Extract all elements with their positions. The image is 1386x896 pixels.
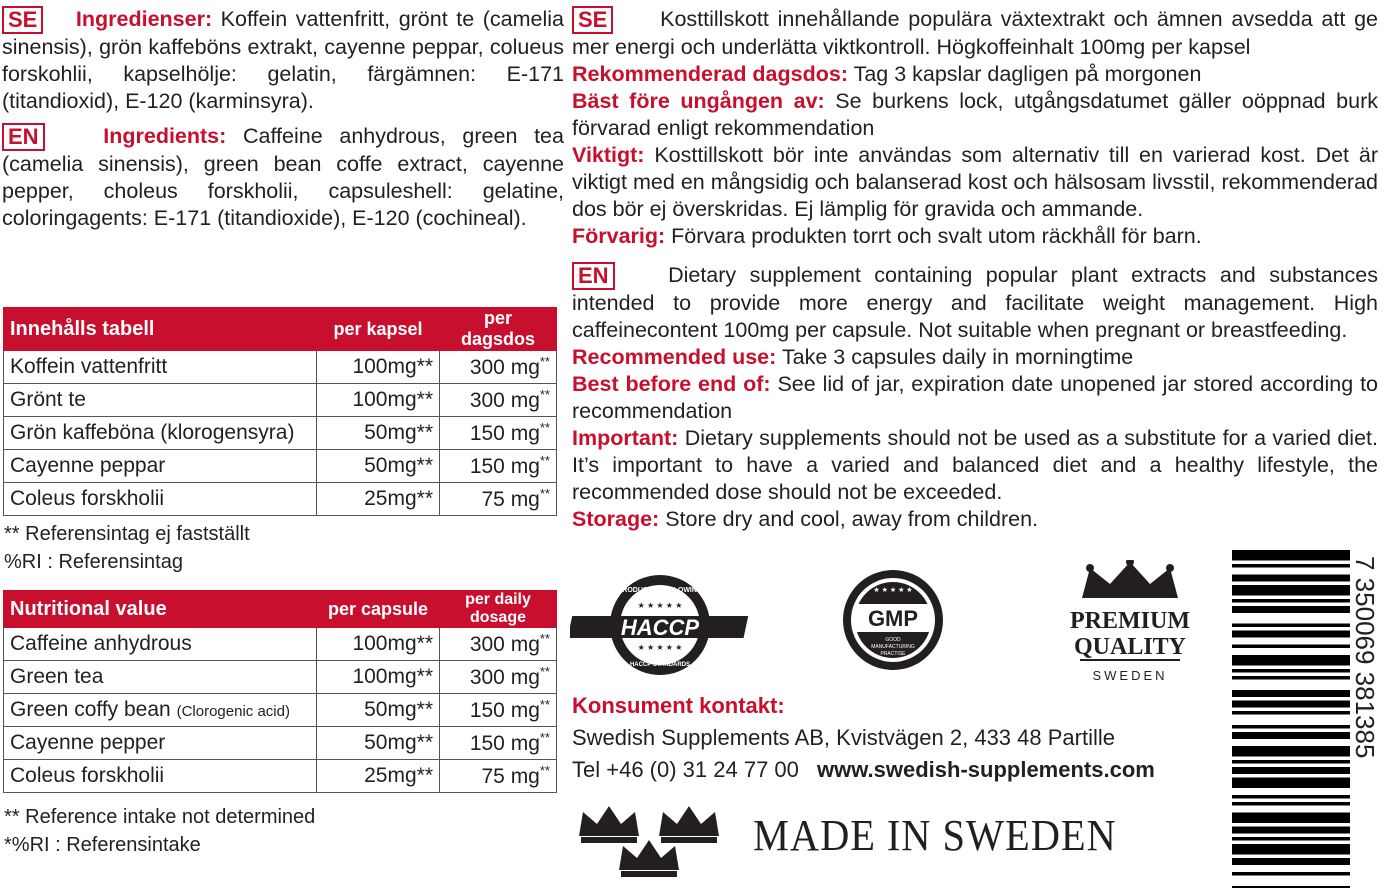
table-row: Green tea 100mg** 300 mg** bbox=[4, 661, 557, 694]
intro-en: Dietary supplement containing popular plant extracts and substances intended to provide more energy and facilitate weight management. High caffeinecontent 100mg per capsule. Not suitable when pregnant or breastfeeding. bbox=[572, 263, 1378, 342]
table-row: Coleus forskholii 25mg** 75 mg** bbox=[4, 760, 557, 793]
barcode-bar bbox=[1232, 599, 1350, 603]
table-row: Koffein vattenfritt 100mg** 300 mg** bbox=[4, 351, 557, 384]
en-flag-tag: EN bbox=[572, 262, 615, 290]
barcode-bar bbox=[1232, 746, 1350, 757]
svg-text:★ ★ ★ ★ ★: ★ ★ ★ ★ ★ bbox=[637, 601, 683, 610]
barcode-bar bbox=[1232, 564, 1350, 568]
info-en: EN Dietary supplement containing popular plant extracts and substances intended to provide more energy and facilitate weight management. High caffeinecontent 100mg per capsule. Not suitable when pregnant or breastfeeding. Recommended use: Take 3 capsules daily in morningtime Best before end of: See lid of jar, expiration date unopened jar stored according to recommendation Important: Dietary supplements should not be used as a substitute for a varied diet. It’s important to have a varied and balanced diet and a healthy lifestyle, the recommended dose should not be exceeded. Storage: Store dry and cool, away from children. bbox=[572, 263, 1378, 531]
ingredients-section bbox=[2, 6, 564, 238]
barcode-bar bbox=[1232, 795, 1350, 799]
barcode-bar bbox=[1232, 645, 1350, 649]
table-row: Coleus forskholii 25mg** 75 mg** bbox=[4, 483, 557, 516]
barcode-bar bbox=[1232, 701, 1350, 708]
ingredients-text-se: Koffein vattenfritt, grönt te (camelia sinensis), grön kaffeböns extrakt, cayenne peppar, colueus forskohlii, kapselhölje: gelatin, färgämnen: E-171 (titandioxid), E-120 (karminsyra). bbox=[2, 7, 564, 113]
svg-text:HACCP: HACCP bbox=[620, 615, 700, 640]
barcode-bar bbox=[1232, 760, 1350, 764]
haccp-logo bbox=[570, 570, 750, 680]
barcode-number: 7 350069 381385 bbox=[1350, 556, 1380, 759]
intro-se: Kosttillskott innehållande populära växtextrakt och ämnen avsedda att ge mer energi och underlätta viktkontroll. Högkoffeinhalt 100mg per kapsel bbox=[572, 7, 1378, 59]
table-note-en: ** Reference intake not determined *%RI : Referensintake bbox=[4, 806, 316, 856]
nutrition-table-en bbox=[3, 590, 557, 793]
svg-text:GOOD: GOOD bbox=[885, 637, 901, 643]
crown-icon bbox=[1082, 562, 1178, 598]
contact-address: Swedish Supplements AB, Kvistvägen 2, 433 48 Partille bbox=[572, 725, 1115, 750]
table-row: Grönt te 100mg** 300 mg** bbox=[4, 384, 557, 417]
ingredients-heading-en: Ingredients: bbox=[103, 124, 227, 148]
barcode-bar bbox=[1232, 872, 1350, 876]
barcode-bar bbox=[1232, 585, 1350, 596]
barcode-bar bbox=[1232, 858, 1350, 865]
barcode-bar bbox=[1232, 624, 1350, 628]
svg-text:PREMIUM: PREMIUM bbox=[1070, 608, 1190, 634]
en-flag-tag: EN bbox=[2, 123, 45, 151]
barcode-bar bbox=[1232, 886, 1350, 888]
barcode-bar bbox=[1232, 655, 1350, 666]
table-row: Caffeine anhydrous 100mg** 300 mg** bbox=[4, 628, 557, 661]
table-header: per daily dosage bbox=[440, 591, 557, 628]
svg-text:★ ★ ★ ★ ★: ★ ★ ★ ★ ★ bbox=[873, 587, 913, 594]
barcode-bar bbox=[1232, 690, 1350, 697]
barcode-bar bbox=[1232, 669, 1350, 673]
nutrition-table-se bbox=[3, 307, 557, 516]
barcode-bar bbox=[1232, 606, 1350, 613]
ingredients-se bbox=[2, 6, 564, 115]
barcode-bar bbox=[1232, 725, 1350, 729]
ingredients-text-en: Caffeine anhydrous, green tea (camelia sinensis), green bean coffe extract, cayenne pepper, choleus forskholii, capsuleshell: gelatine, coloringagents: E-171 (titandioxide), E-120 (cochineal). bbox=[2, 124, 564, 230]
svg-text:QUALITY: QUALITY bbox=[1073, 634, 1187, 660]
barcode-bar bbox=[1232, 711, 1350, 715]
table-note-se: ** Referensintag ej fastställt %RI : Referensintag bbox=[4, 523, 250, 573]
table-row: Green coffy bean (Clorogenic acid) 50mg** 150 mg** bbox=[4, 694, 557, 727]
barcode-bars bbox=[1232, 550, 1382, 888]
svg-text:PRODUCED FOLLOWING: PRODUCED FOLLOWING bbox=[617, 587, 703, 594]
barcode-bar bbox=[1232, 844, 1350, 855]
gmp-logo bbox=[842, 568, 944, 672]
three-crowns-icon bbox=[575, 800, 735, 880]
product-info bbox=[572, 6, 1378, 539]
svg-text:HACCP STANDARDS: HACCP STANDARDS bbox=[629, 662, 691, 668]
table-header: Nutritional value bbox=[4, 591, 317, 628]
barcode bbox=[1232, 550, 1382, 888]
barcode-bar bbox=[1232, 550, 1350, 561]
barcode-bar bbox=[1232, 837, 1350, 841]
barcode-bar bbox=[1232, 575, 1350, 582]
table-header: per dagsdos bbox=[440, 308, 557, 351]
website-link[interactable]: www.swedish-supplements.com bbox=[817, 757, 1155, 782]
barcode-bar bbox=[1232, 767, 1350, 774]
svg-text:SWEDEN: SWEDEN bbox=[1092, 668, 1168, 683]
table-row: Cayenne pepper 50mg** 150 mg** bbox=[4, 727, 557, 760]
ingredients-heading-se: Ingredienser: bbox=[75, 7, 213, 31]
table-header: Innehålls tabell bbox=[4, 308, 317, 351]
barcode-bar bbox=[1232, 676, 1350, 680]
svg-text:★ ★ ★ ★ ★: ★ ★ ★ ★ ★ bbox=[637, 643, 683, 652]
table-row: Grön kaffeböna (klorogensyra) 50mg** 150 mg** bbox=[4, 417, 557, 450]
table-row: Cayenne peppar 50mg** 150 mg** bbox=[4, 450, 557, 483]
barcode-bar bbox=[1232, 802, 1350, 806]
table-header: per capsule bbox=[317, 591, 440, 628]
ingredients-en bbox=[2, 123, 564, 232]
barcode-bar bbox=[1232, 813, 1350, 824]
se-flag-tag: SE bbox=[572, 6, 613, 34]
premium-quality-logo bbox=[1060, 560, 1200, 686]
se-flag-tag: SE bbox=[2, 6, 43, 34]
svg-text:PRACTISE: PRACTISE bbox=[880, 651, 906, 657]
barcode-bar bbox=[1232, 827, 1350, 834]
info-se: SE Kosttillskott innehållande populära växtextrakt och ämnen avsedda att ge mer energi och underlätta viktkontroll. Högkoffeinhalt 100mg per kapsel Rekommenderad dagsdos: Tag 3 kapslar dagligen på morgonen Bäst före ungången av: Se burkens lock, utgångsdatumet gäller oöppnad burk förvarad enligt rekommendation Viktigt: Kosttillskott bör inte användas som alternativ till en varierad kost. Det är viktigt med en mångsidig och balanserad kost och hälsosam livsstil, rekommenderad dos bör ej överskridas. Ej lämplig för gravida och ammande. Förvarig: Förvara produkten torrt och svalt utom räckhåll för barn. bbox=[572, 7, 1378, 248]
made-in-sweden bbox=[575, 800, 1175, 880]
svg-text:MANUFACTURING: MANUFACTURING bbox=[871, 644, 915, 650]
consumer-contact bbox=[572, 690, 1212, 786]
barcode-bar bbox=[1232, 732, 1350, 739]
contact-heading: Konsument kontakt: bbox=[572, 693, 785, 718]
barcode-bar bbox=[1232, 631, 1350, 638]
barcode-bar bbox=[1232, 778, 1350, 789]
contact-phone: Tel +46 (0) 31 24 77 00 bbox=[572, 757, 799, 782]
made-in-sweden-text: MADE IN SWEDEN bbox=[753, 811, 1117, 860]
svg-text:GMP: GMP bbox=[867, 606, 919, 631]
table-header: per kapsel bbox=[317, 308, 440, 351]
